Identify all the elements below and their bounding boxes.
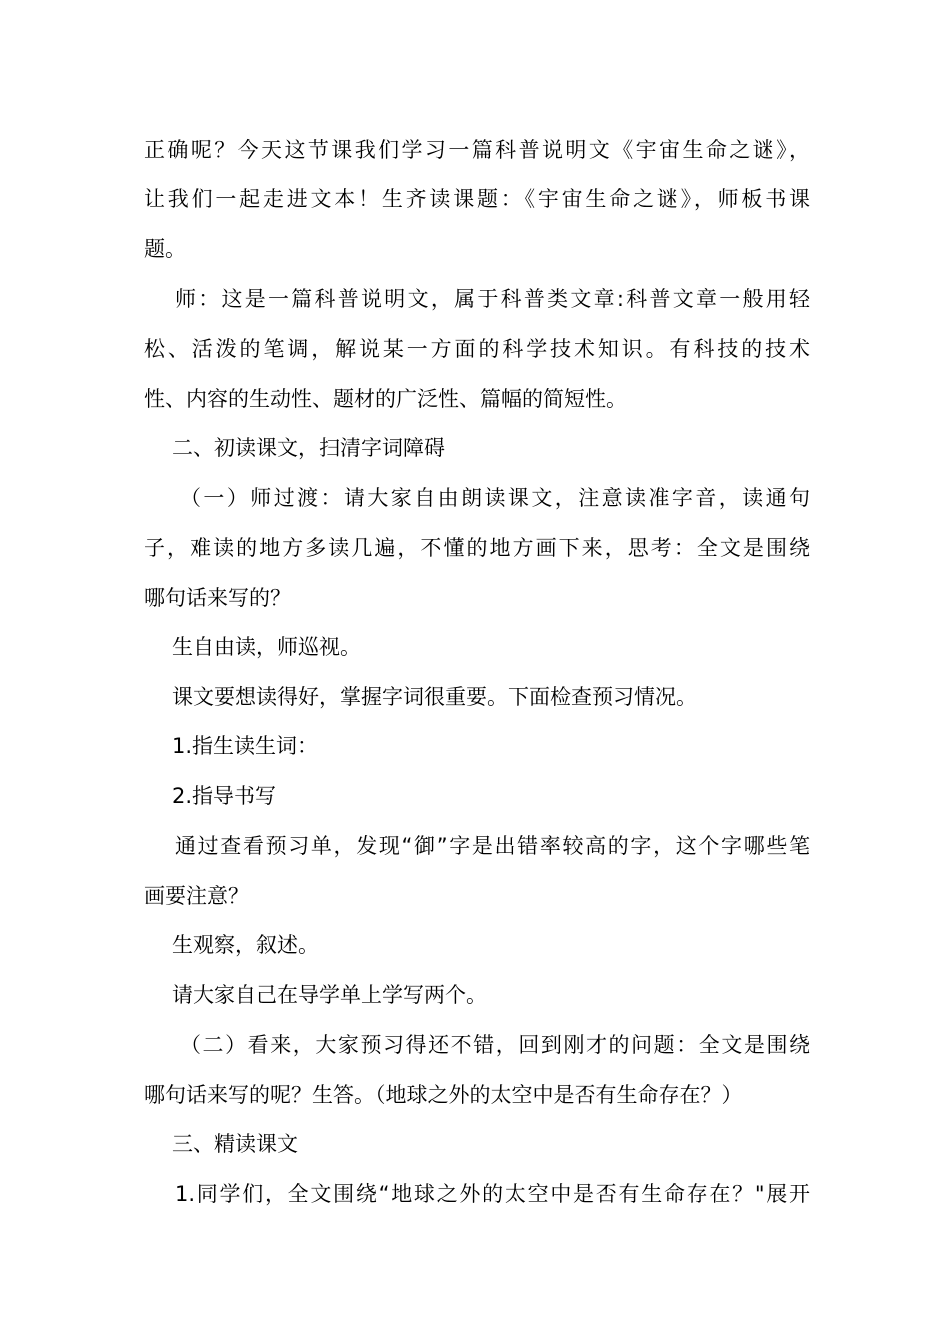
- text-line-11: 生自由读，师巡视。: [172, 635, 361, 659]
- text-line-14: 2.指导书写: [172, 784, 277, 808]
- text-line-8: （一）师过渡：请大家自由朗读课文，注意读准字音，读通句: [180, 486, 810, 510]
- text-line-17: 生观察，叙述。: [172, 933, 319, 957]
- text-line-18: 请大家自己在导学单上学写两个。: [172, 983, 487, 1007]
- text-line-4: 师：这是一篇科普说明文，属于科普类文章:科普文章一般用轻: [175, 287, 810, 311]
- text-line-2: 让我们一起走进文本！生齐读课题：《宇宙生命之谜》，师板书课: [144, 187, 810, 211]
- text-line-12: 课文要想读得好，掌握字词很重要。下面检查预习情况。: [172, 685, 697, 709]
- text-line-9: 子，难读的地方多读几遍，不懂的地方画下来，思考：全文是围绕: [144, 536, 810, 560]
- text-line-5: 松、活泼的笔调，解说某一方面的科学技术知识。有科技的技术: [144, 337, 810, 361]
- text-line-3: 题。: [144, 237, 186, 261]
- text-line-19: （二）看来，大家预习得还不错，回到刚才的问题：全文是围绕: [180, 1033, 810, 1057]
- text-line-10: 哪句话来写的？: [144, 586, 291, 610]
- text-line-13: 1.指生读生词：: [172, 734, 319, 758]
- section-heading-2: 二、初读课文，扫清字词障碍: [172, 436, 445, 460]
- text-line-6: 性、内容的生动性、题材的广泛性、篇幅的简短性。: [144, 387, 627, 411]
- text-line-22: 1.同学们，全文围绕“地球之外的太空中是否有生命存在？"展开: [175, 1182, 810, 1206]
- section-heading-3: 三、精读课文: [172, 1132, 298, 1156]
- text-line-15: 通过查看预习单，发现“御”字是出错率较高的字，这个字哪些笔: [175, 834, 810, 858]
- text-line-1: 正确呢？今天这节课我们学习一篇科普说明文《宇宙生命之谜》，: [144, 138, 810, 162]
- text-line-16: 画要注意？: [144, 884, 249, 908]
- text-line-20: 哪句话来写的呢？生答。（地球之外的太空中是否有生命存在？）: [144, 1083, 743, 1107]
